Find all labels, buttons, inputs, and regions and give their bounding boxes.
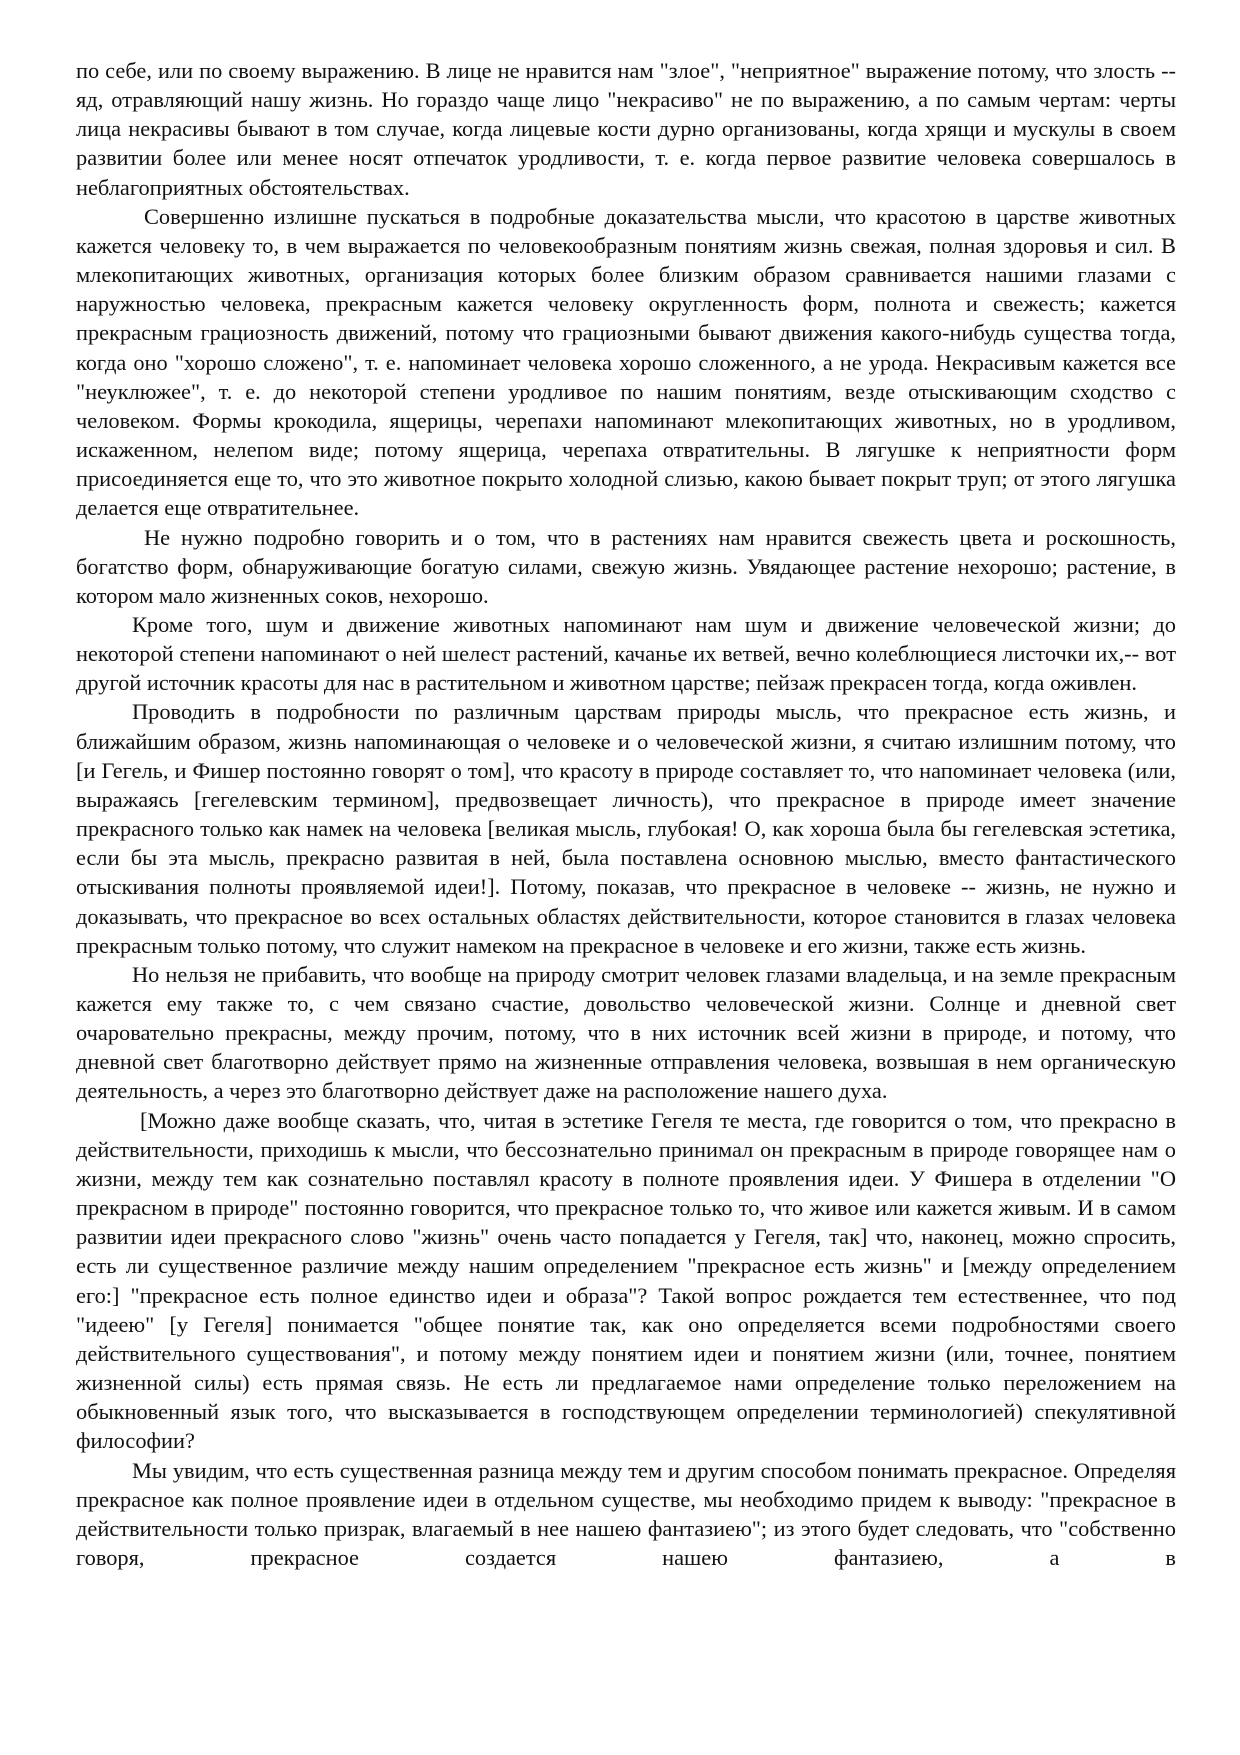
paragraph-5: Проводить в подробности по различным царствам природы мысль, что прекрасное есть жизнь, и ближайшим образом, жизнь напоминающая о человеке и о человеческой жизни, я считаю излишним потому, что [и Гегель, и Фишер постоянно говорят о том], что красоту в природе составляет то, что напоминает человека (или, выражаясь [гегелевским термином], предвозвещает личность), что прекрасное в природе имеет значение прекрасного только как намек на человека [великая мысль, глубокая! О, как хороша была бы гегелевская эстетика, если бы эта мысль, прекрасно развитая в ней, была поставлена основною мыслью, вместо фантастического отыскивания полноты проявляемой идеи!]. Потому, показав, что прекрасное в человеке -- жизнь, не нужно и доказывать, что прекрасное во всех остальных областях действительности, которое становится в глазах человека прекрасным только потому, что служит намеком на прекрасное в человеке и его жизни, также есть жизнь. bbox=[76, 699, 1176, 958]
document-page bbox=[76, 56, 1176, 1736]
paragraph-4: Кроме того, шум и движение животных напоминают нам шум и движение человеческой жизни; до некоторой степени напоминают о ней шелест растений, качанье их ветвей, вечно колеблющиеся листочки их,-- вот другой источник красоты для нас в растительном и животном царстве; пейзаж прекрасен тогда, когда оживлен. bbox=[76, 611, 1176, 696]
paragraph-7: [Можно даже вообще сказать, что, читая в эстетике Гегеля те места, где говорится о том, что прекрасно в действительности, приходишь к мысли, что бессознательно принимал он прекрасным в природе говорящее нам о жизни, между тем как сознательно поставлял красоту в полноте проявления идеи. У Фишера в отделении "О прекрасном в природе" постоянно говорится, что прекрасное только то, что живое или кажется живым. И в самом развитии идеи прекрасного слово "жизнь" очень часто попадается у Гегеля, так] что, наконец, можно спросить, есть ли существенное различие между нашим определением "прекрасное есть жизнь" и [между определением его:] "прекрасное есть полное единство идеи и образа"? Такой вопрос рождается тем естественнее, что под "идеею" [у Гегеля] понимается "общее понятие так, как оно определяется всеми подробностями своего действительного существования", и потому между понятием идеи и понятием жизни (или, точнее, понятием жизненной силы) есть прямая связь. Не есть ли предлагаемое нами определение только переложением на обыкновенный язык того, что высказывается в господствующем определении терминологией) спекулятивной философии? bbox=[76, 1107, 1176, 1454]
paragraph-2: Совершенно излишне пускаться в подробные доказательства мысли, что красотою в царстве животных кажется человеку то, в чем выражается по человекообразным понятиям жизнь свежая, полная здоровья и сил. В млекопитающих животных, организация которых более близким образом сравнивается нашими глазами с наружностью человека, прекрасным кажется человеку округленность форм, полнота и свежесть; кажется прекрасным грациозность движений, потому что грациозными бывают движения какого-нибудь существа тогда, когда оно "хорошо сложено", т. е. напоминает человека хорошо сложенного, а не урода. Некрасивым кажется все "неуклюжее", т. е. до некоторой степени уродливое по нашим понятиям, везде отыскивающим сходство с человеком. Формы крокодила, ящерицы, черепахи напоминают млекопитающих животных, но в уродливом, искаженном, нелепом виде; потому ящерица, черепаха отвратительны. В лягушке к неприятности форм присоединяется еще то, что это животное покрыто холодной слизью, какою бывает покрыт труп; от этого лягушка делается еще отвратительнее. bbox=[76, 203, 1176, 521]
paragraph-8: Мы увидим, что есть существенная разница между тем и другим способом понимать прекрасное. Определяя прекрасное как полное проявление идеи в отдельном существе, мы необходимо придем к выводу: "прекрасное в действительности только призрак, влагаемый в нее нашею фантазиею"; из этого будет следовать, что "собственно говоря, прекрасное создается нашею фантазиею, а в bbox=[76, 1457, 1176, 1570]
paragraph-6: Но нельзя не прибавить, что вообще на природу смотрит человек глазами владельца, и на земле прекрасным кажется ему также то, с чем связано счастие, довольство человеческой жизни. Солнце и дневной свет очаровательно прекрасны, между прочим, потому, что в них источник всей жизни в природе, и потому, что дневной свет благотворно действует прямо на жизненные отправления человека, возвышая в нем органическую деятельность, а через это благотворно действует даже на расположение нашего духа. bbox=[76, 961, 1176, 1104]
paragraph-3: Не нужно подробно говорить и о том, что в растениях нам нравится свежесть цвета и роскошность, богатство форм, обнаруживающие богатую силами, свежую жизнь. Увядающее растение нехорошо; растение, в котором мало жизненных соков, нехорошо. bbox=[76, 524, 1176, 608]
paragraph-1: по себе, или по своему выражению. В лице не нравится нам "злое", "неприятное" выражение потому, что злость -- яд, отравляющий нашу жизнь. Но гораздо чаще лицо "некрасиво" не по выражению, а по самым чертам: черты лица некрасивы бывают в том случае, когда лицевые кости дурно организованы, когда хрящи и мускулы в своем развитии более или менее носят отпечаток уродливости, т. е. когда первое развитие человека совершалось в неблагоприятных обстоятельствах. bbox=[76, 58, 1176, 200]
